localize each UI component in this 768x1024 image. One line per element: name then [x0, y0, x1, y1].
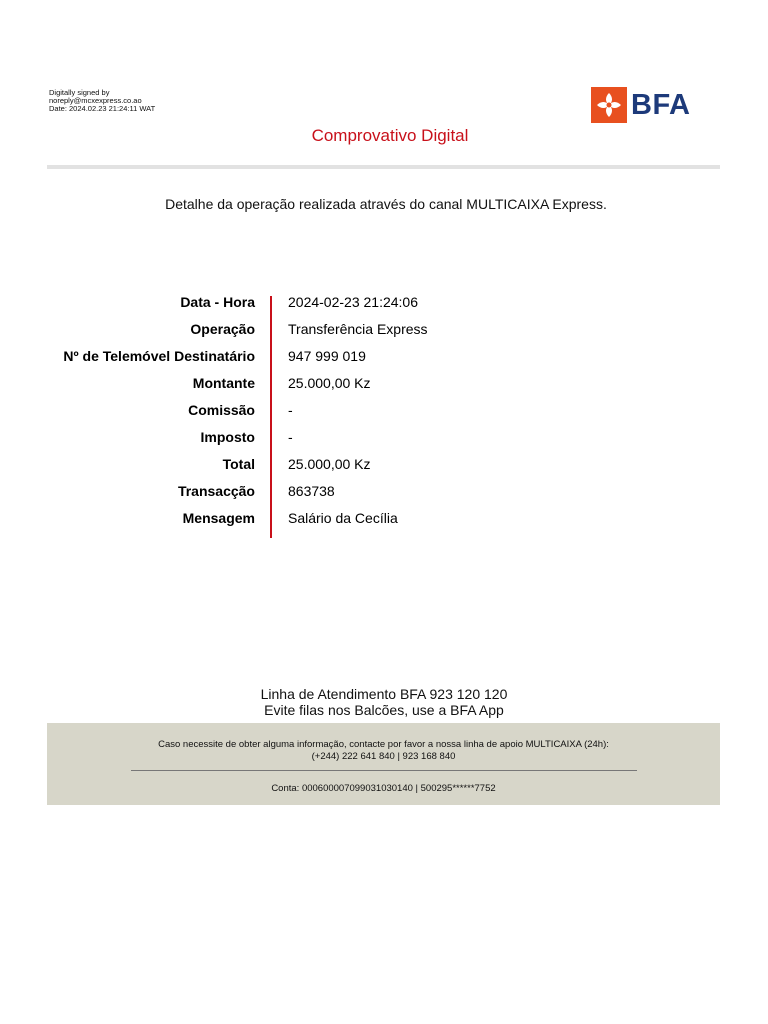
footer-phones: (+244) 222 641 840 | 923 168 840	[311, 751, 456, 762]
footer-info: Caso necessite de obter alguma informação, contacte por favor a nossa linha de apoio MULTICAIXA (24h):	[158, 739, 609, 750]
detail-label: Montante	[192, 375, 255, 391]
detail-row	[0, 456, 768, 476]
bfa-logo	[591, 87, 691, 123]
detail-row	[0, 483, 768, 503]
detail-row	[0, 402, 768, 422]
bfa-flower-icon	[591, 87, 627, 123]
detail-row	[0, 375, 768, 395]
detail-label: Transacção	[177, 483, 255, 499]
signature-line: Digitally signed by	[49, 88, 110, 97]
signature-date: Date: 2024.02.23 21:24:11 WAT	[49, 104, 156, 113]
detail-row	[0, 429, 768, 449]
detail-value: 863738	[288, 483, 335, 499]
detail-value: Salário da Cecília	[288, 510, 398, 526]
digital-signature	[49, 89, 155, 113]
footer-box	[47, 723, 720, 805]
detail-value: -	[288, 429, 293, 445]
detail-value: 25.000,00 Kz	[288, 456, 371, 472]
detail-label: Nº de Telemóvel Destinatário	[63, 348, 255, 364]
header-divider	[47, 165, 720, 169]
support-phone-line: Linha de Atendimento BFA 923 120 120	[260, 686, 508, 702]
bfa-logo-text: BFA	[631, 88, 691, 121]
page-subtitle: Detalhe da operação realizada através do canal MULTICAIXA Express.	[165, 196, 607, 212]
detail-value: 25.000,00 Kz	[288, 375, 371, 391]
detail-value: -	[288, 402, 293, 418]
detail-label: Mensagem	[182, 510, 255, 526]
support-info	[0, 686, 768, 718]
detail-value: Transferência Express	[288, 321, 428, 337]
detail-row	[0, 510, 768, 530]
detail-row	[0, 321, 768, 341]
detail-label: Operação	[190, 321, 255, 337]
footer-account: Conta: 000600007099031030140 | 500295******7752	[271, 783, 496, 794]
support-app-line: Evite filas nos Balcões, use a BFA App	[264, 702, 504, 718]
detail-label: Comissão	[188, 402, 255, 418]
detail-value: 947 999 019	[288, 348, 366, 364]
page-title: Comprovativo Digital	[311, 126, 469, 145]
detail-label: Data - Hora	[180, 294, 255, 310]
detail-value: 2024-02-23 21:24:06	[288, 294, 418, 310]
detail-row	[0, 348, 768, 368]
signature-email: noreply@mcxexpress.co.ao	[49, 96, 142, 105]
footer-separator	[131, 770, 637, 771]
detail-label: Imposto	[200, 429, 255, 445]
detail-label: Total	[222, 456, 255, 472]
detail-row	[0, 294, 768, 314]
